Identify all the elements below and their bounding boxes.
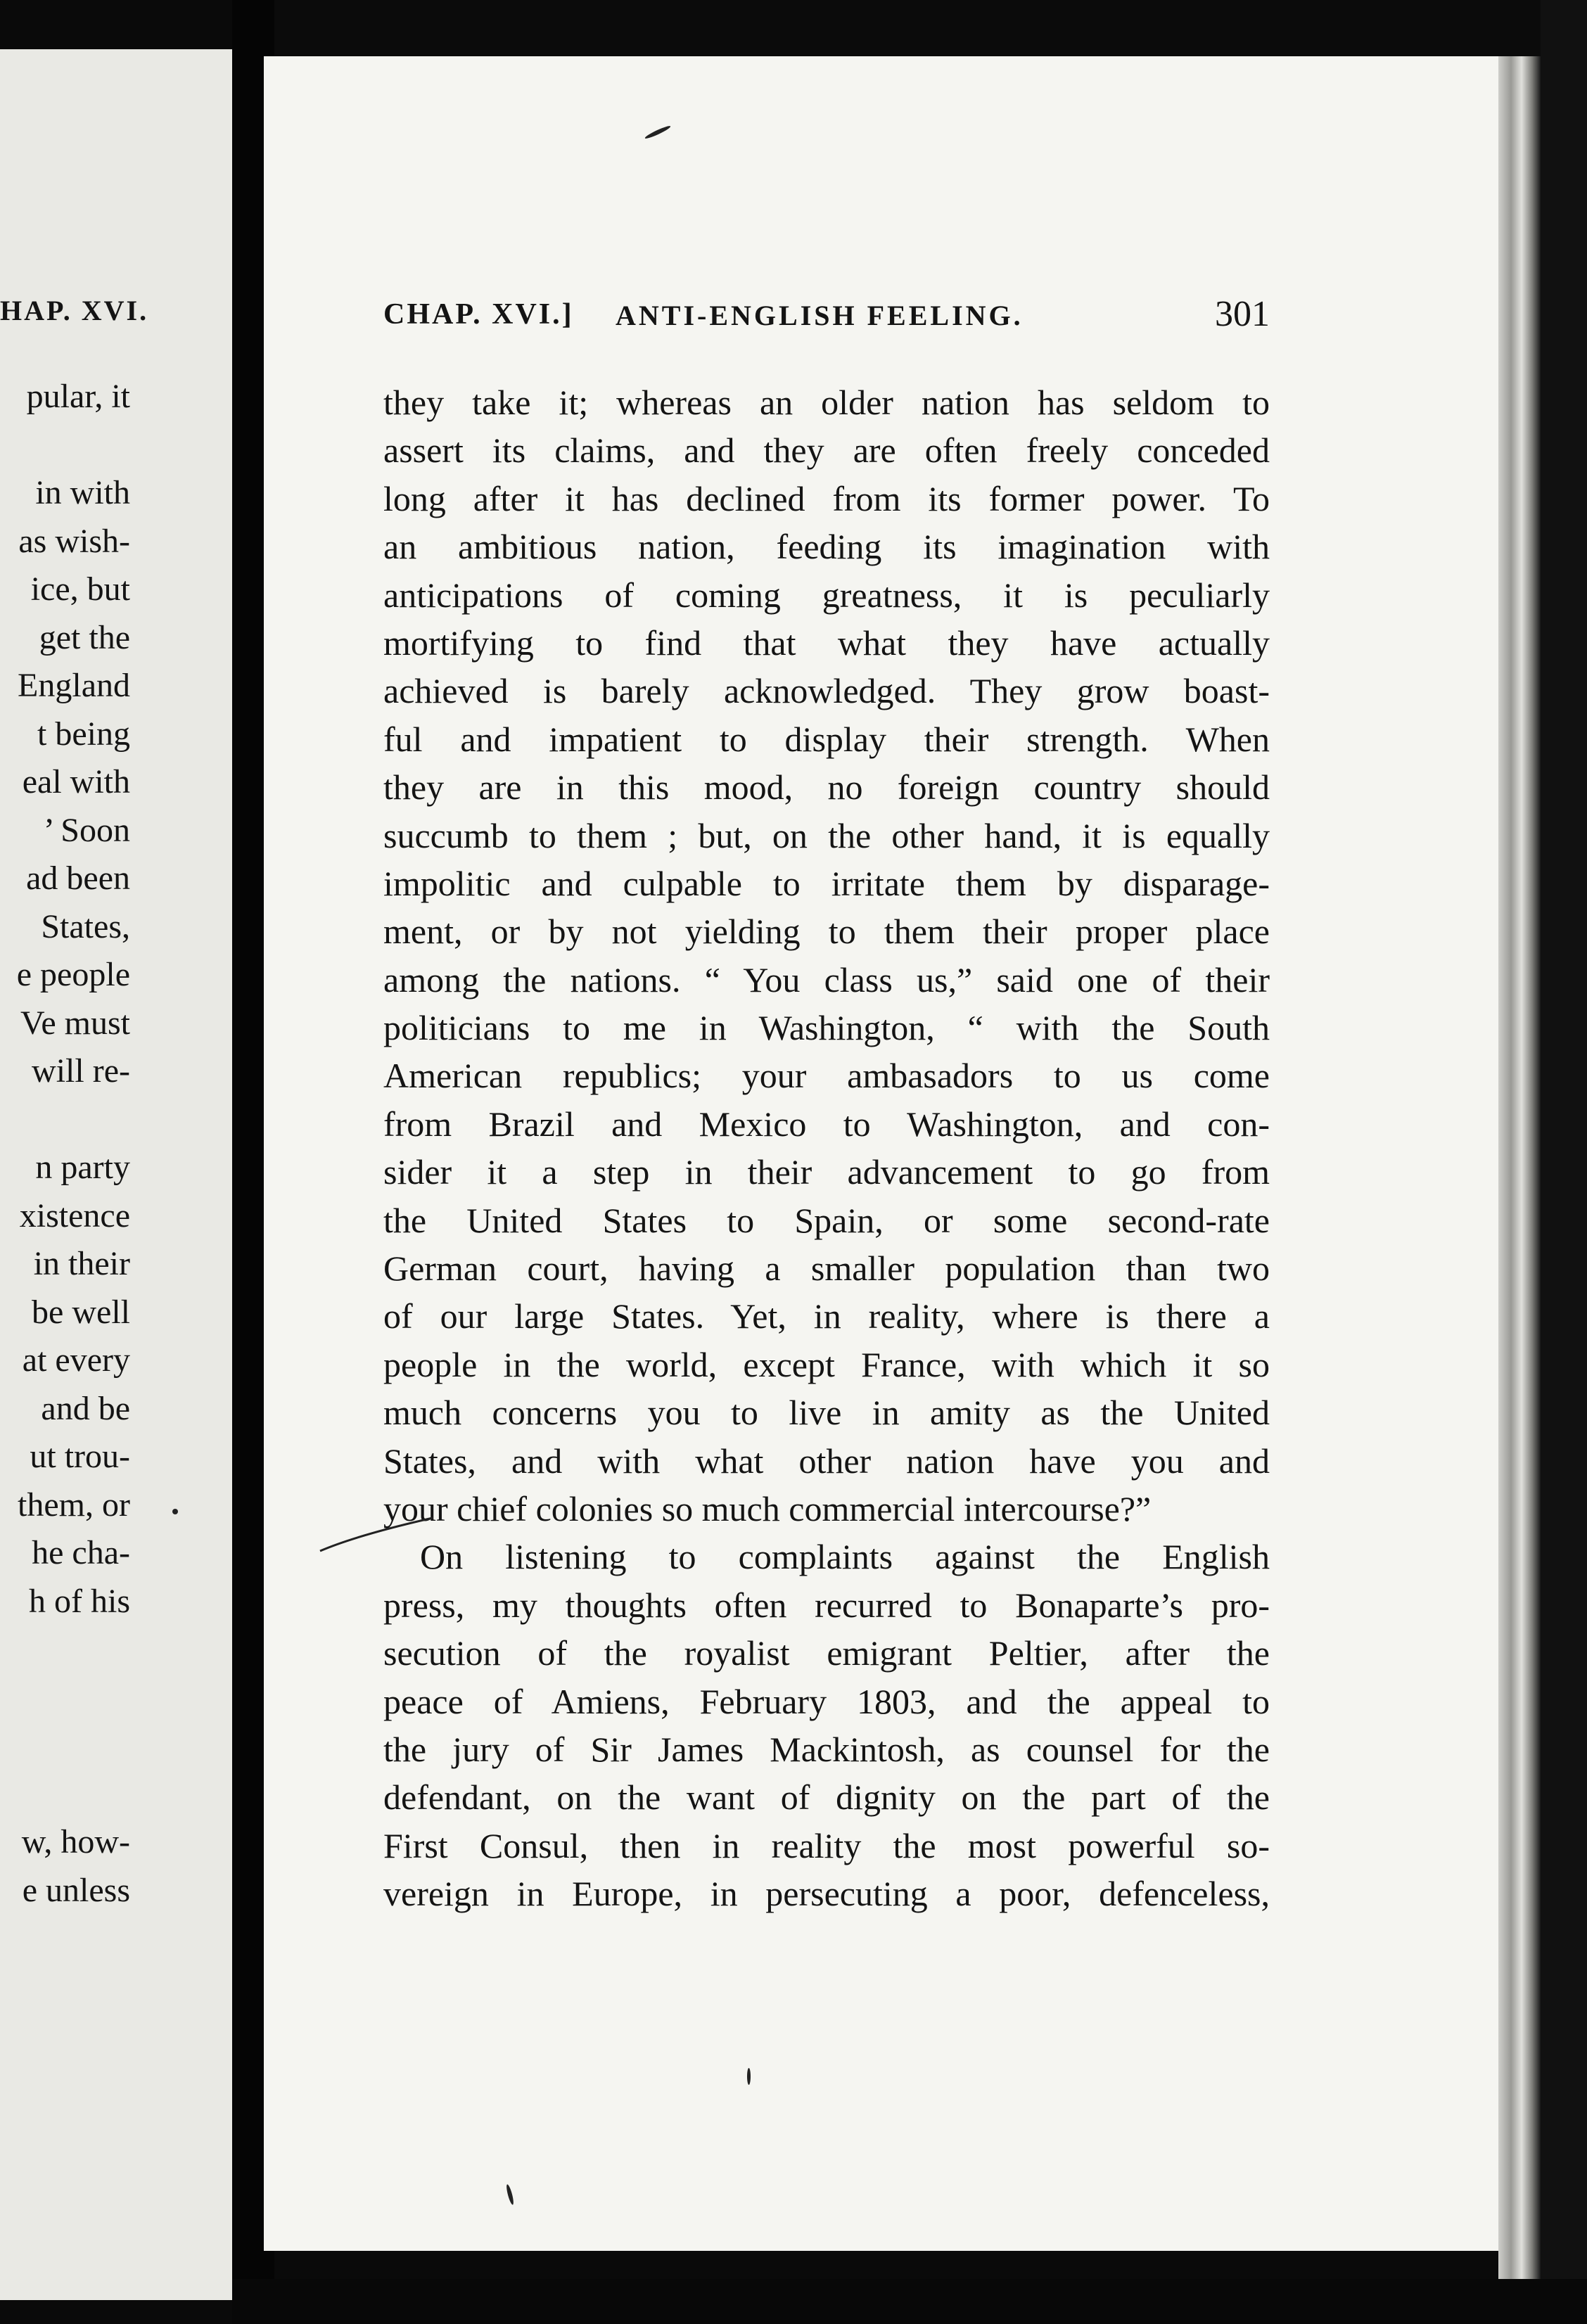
left-page-line: t being xyxy=(37,715,130,753)
left-page-line: at every xyxy=(22,1341,130,1379)
text-line: peace of Amiens, February 1803, and the appeal to xyxy=(383,1681,1270,1721)
chapter-label: CHAP. XVI.] xyxy=(383,298,574,331)
left-page-line xyxy=(0,1096,130,1144)
left-page-line: ice, but xyxy=(30,570,130,608)
left-page-line: pular, it xyxy=(26,378,130,415)
text-line: achieved is barely acknowledged. They grow boast- xyxy=(383,671,1270,711)
left-page-line xyxy=(0,421,130,470)
left-page-line: e people xyxy=(16,956,130,993)
text-line: from Brazil and Mexico to Washington, and con- xyxy=(383,1104,1270,1144)
text-line: vereign in Europe, in persecuting a poor, defenceless, xyxy=(383,1874,1270,1914)
left-page-line: ’ Soon xyxy=(43,811,130,849)
text-line: politicians to me in Washington, “ with the South xyxy=(383,1008,1270,1048)
left-page-line: he cha- xyxy=(32,1534,130,1571)
text-line: First Consul, then in reality the most powerful so- xyxy=(383,1825,1270,1865)
left-page-line: e unless xyxy=(22,1871,130,1909)
scan-bottom-border xyxy=(232,2279,1587,2324)
running-title: ANTI-ENGLISH FEELING. xyxy=(616,300,1024,331)
text-line: much concerns you to live in amity as the United xyxy=(383,1393,1270,1433)
text-line: assert its claims, and they are often freely conceded xyxy=(383,430,1270,471)
left-page-line: xistence xyxy=(19,1196,130,1234)
text-line: succumb to them ; but, on the other hand, it is equally xyxy=(383,815,1270,855)
scan-top-border xyxy=(232,0,1587,60)
text-line: they take it; whereas an older nation has seldom to xyxy=(383,383,1270,422)
left-page-fragment xyxy=(0,49,243,2300)
text-line: defendant, on the want of dignity on the part of the xyxy=(383,1777,1270,1818)
text-line: of our large States. Yet, in reality, where is there a xyxy=(383,1296,1270,1336)
text-line: they are in this mood, no foreign country should xyxy=(383,767,1270,807)
left-page-line: ut trou- xyxy=(30,1438,130,1475)
text-line: people in the world, except France, with which it so xyxy=(383,1344,1270,1384)
text-line: German court, having a smaller population than two xyxy=(383,1249,1270,1289)
left-page-line: be well xyxy=(32,1293,130,1331)
text-line: impolitic and culpable to irritate them by disparage- xyxy=(383,863,1270,903)
left-page-line: get the xyxy=(39,618,130,656)
left-page-line: will re- xyxy=(32,1052,130,1090)
left-page-line: them, or xyxy=(18,1486,130,1524)
text-line: anticipations of coming greatness, it is peculiarly xyxy=(383,575,1270,615)
text-line: secution of the royalist emigrant Peltier, after the xyxy=(383,1633,1270,1673)
running-head xyxy=(383,294,1270,347)
text-line: long after it has declined from its former power. To xyxy=(383,478,1270,518)
left-page-line: h of his xyxy=(29,1582,130,1620)
left-page-line: eal with xyxy=(22,763,130,800)
left-page-line: as wish- xyxy=(18,522,130,560)
text-line: the United States to Spain, or some second-rate xyxy=(383,1200,1270,1240)
text-line: ment, or by not yielding to them their proper place xyxy=(383,912,1270,952)
scan-speck xyxy=(747,2068,751,2085)
left-page-line xyxy=(0,1626,130,1674)
left-page-line: and be xyxy=(41,1389,130,1427)
left-page-line xyxy=(0,1674,130,1723)
text-line: American republics; your ambasadors to us come xyxy=(383,1056,1270,1096)
body-text xyxy=(383,378,1270,1918)
text-line: your chief colonies so much commercial intercourse?” xyxy=(383,1488,1152,1528)
left-page-line xyxy=(0,1770,130,1819)
scan-speck xyxy=(172,1509,178,1514)
text-line: sider it a step in their advancement to go from xyxy=(383,1152,1270,1192)
text-line: among the nations. “ You class us,” said one of their xyxy=(383,959,1270,1000)
left-page-running-head: HAP. XVI. xyxy=(0,295,149,326)
left-page-line: States, xyxy=(41,907,130,945)
text-line: On listening to complaints against the English xyxy=(420,1537,1270,1577)
left-page-line: in with xyxy=(35,474,130,511)
left-page-line xyxy=(0,1722,130,1770)
left-page-text xyxy=(0,373,130,1915)
text-line: the jury of Sir James Mackintosh, as counsel for the xyxy=(383,1729,1270,1769)
left-page-line: n party xyxy=(35,1149,130,1186)
text-line: States, and with what other nation have you and xyxy=(383,1441,1270,1481)
text-line: an ambitious nation, feeding its imagination with xyxy=(383,527,1270,567)
left-page-line: in their xyxy=(33,1245,130,1282)
left-page-line: w, how- xyxy=(21,1823,130,1860)
page-edge-shadow xyxy=(1498,56,1541,2307)
text-line: press, my thoughts often recurred to Bonaparte’s pro- xyxy=(383,1585,1270,1625)
pencil-margin-mark xyxy=(317,1512,436,1554)
left-page-line: England xyxy=(18,667,130,704)
text-line: ful and impatient to display their strength. When xyxy=(383,719,1270,759)
left-page-line: Ve must xyxy=(20,1004,130,1042)
text-line: mortifying to find that what they have actually xyxy=(383,622,1270,663)
left-page-line: ad been xyxy=(26,860,130,897)
scan-right-border xyxy=(1541,0,1587,2324)
page-number: 301 xyxy=(1215,294,1270,334)
